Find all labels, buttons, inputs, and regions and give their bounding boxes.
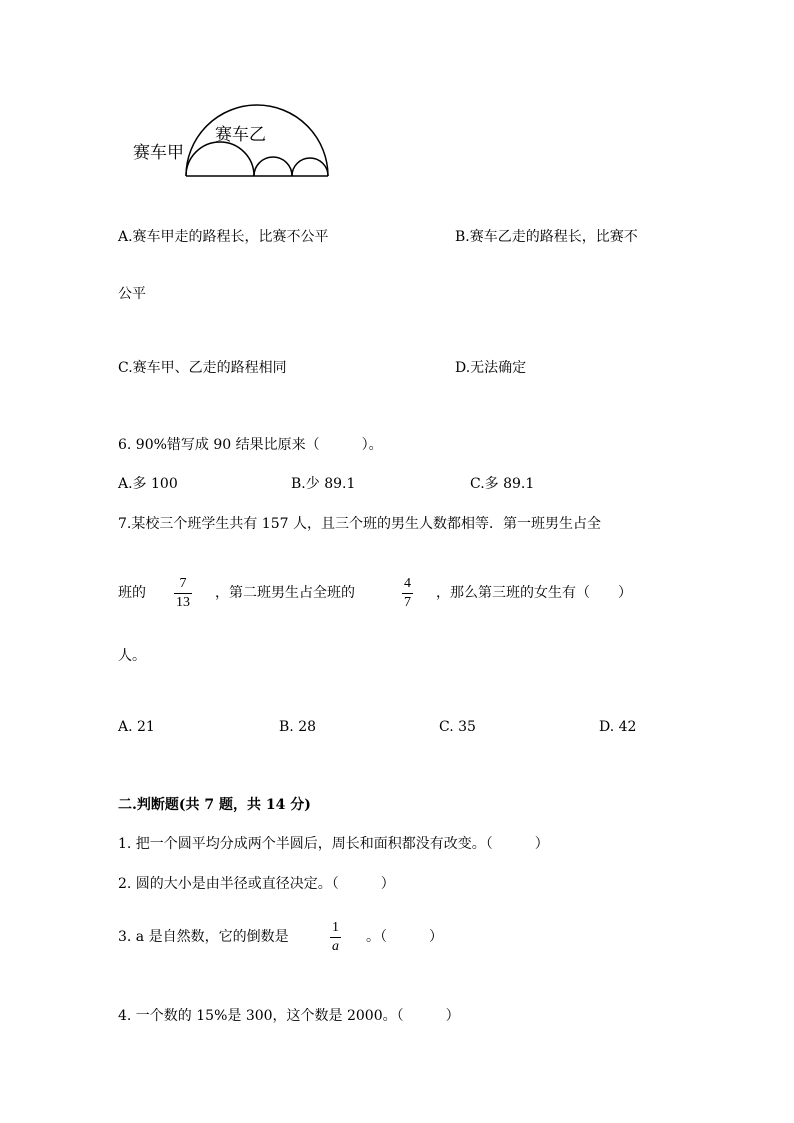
q7-option-b: B. 28 [279, 719, 317, 735]
s2-question-2: 2. 圆的大小是由半径或直径决定。（ ） [118, 876, 395, 892]
s2-question-1: 1. 把一个圆平均分成两个半圆后，周长和面积都没有改变。（ ） [118, 836, 549, 852]
q7-fraction-1-numerator: 7 [179, 576, 187, 591]
q7-stem-part1: 班的 [118, 585, 146, 601]
fraction-bar [174, 593, 192, 594]
small-semicircle-2 [254, 157, 292, 176]
label-car-jia: 赛车甲 [133, 143, 184, 163]
q5-option-b-cont: 公平 [118, 286, 146, 302]
s2-question-3-part2: 。（ ） [366, 929, 443, 945]
q7-stem-line3: 人。 [118, 648, 146, 664]
q6-option-b: B.少 89.1 [291, 476, 356, 492]
q7-stem-line1: 7.某校三个班学生共有 157 人，且三个班的男生人数都相等．第一班男生占全 [118, 516, 601, 532]
fraction-bar [402, 593, 413, 594]
q7-fraction-1 [174, 576, 192, 611]
q7-fraction-1-denominator: 13 [176, 595, 190, 610]
s2-q3-fraction [330, 920, 341, 955]
q6-stem: 6. 90%错写成 90 结果比原来（ ）。 [118, 437, 383, 453]
q6-option-a: A.多 100 [118, 476, 178, 492]
section-heading: 二.判断题(共 7 题，共 14 分) [118, 797, 311, 813]
small-semicircle-1 [186, 142, 254, 176]
q5-option-a: A.赛车甲走的路程长，比赛不公平 [118, 229, 329, 245]
q7-fraction-2 [402, 576, 413, 611]
q7-fraction-2-denominator: 7 [404, 595, 411, 610]
q7-option-d: D. 42 [599, 719, 637, 735]
fraction-bar [330, 937, 341, 938]
s2-question-3-part1: 3. a 是自然数，它的倒数是 [118, 929, 289, 945]
q5-option-b: B.赛车乙走的路程长，比赛不 [455, 229, 638, 245]
q7-option-a: A. 21 [118, 719, 155, 735]
s2-q3-fraction-denominator: a [332, 939, 339, 954]
q5-option-d: D.无法确定 [455, 360, 527, 376]
q6-option-c: C.多 89.1 [470, 476, 535, 492]
q7-fraction-2-numerator: 4 [404, 576, 411, 591]
q7-stem-part2: ，第二班男生占全班的 [215, 585, 355, 601]
small-semicircle-3 [292, 158, 328, 176]
s2-q3-fraction-numerator: 1 [332, 920, 339, 935]
q7-option-c: C. 35 [439, 719, 476, 735]
q7-stem-part3: ，那么第三班的女生有（ ） [436, 585, 632, 601]
label-car-yi: 赛车乙 [215, 125, 266, 145]
s2-question-4: 4. 一个数的 15%是 300，这个数是 2000。（ ） [118, 1008, 460, 1024]
q5-option-c: C.赛车甲、乙走的路程相同 [118, 360, 287, 376]
